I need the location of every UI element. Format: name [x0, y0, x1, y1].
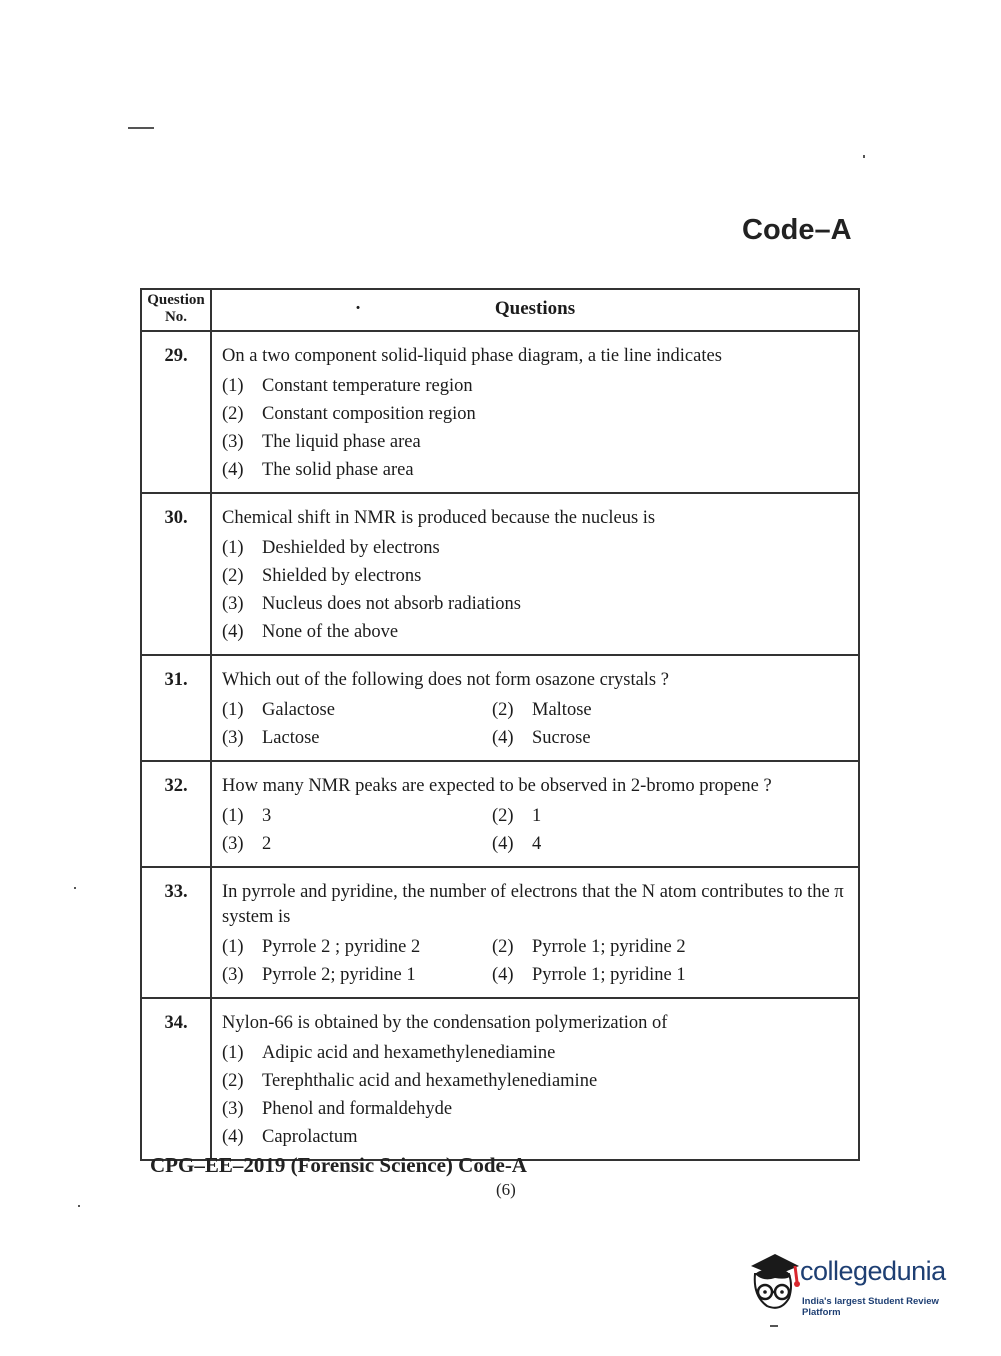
option-text: Lactose	[262, 728, 320, 748]
answer-option	[222, 534, 850, 562]
scan-dot	[863, 155, 865, 158]
option-number: (1)	[222, 538, 244, 558]
question-number: 30.	[141, 493, 211, 655]
answer-option	[222, 428, 850, 456]
column-header-questions	[211, 289, 859, 331]
options-list	[222, 534, 850, 646]
options-list	[222, 802, 850, 858]
table-header-row	[141, 289, 859, 331]
question-number: 34.	[141, 998, 211, 1160]
option-number: (1)	[222, 376, 244, 396]
option-text: Pyrrole 2; pyridine 1	[262, 965, 416, 985]
question-row	[141, 998, 859, 1160]
scan-dot	[78, 1205, 80, 1207]
answer-option	[222, 1123, 850, 1151]
question-number: 33.	[141, 867, 211, 998]
option-number: (3)	[222, 965, 244, 985]
question-row	[141, 867, 859, 998]
answer-option	[222, 618, 850, 646]
brand-tagline: India's largest Student Review Platform	[802, 1296, 939, 1318]
answer-option	[222, 1039, 850, 1067]
option-number: (4)	[492, 834, 514, 854]
header-dot: ·	[354, 298, 362, 319]
option-number: (3)	[222, 594, 244, 614]
option-number: (2)	[222, 1071, 244, 1091]
option-text: Deshielded by electrons	[262, 538, 440, 558]
question-number: 32.	[141, 761, 211, 867]
answer-option	[222, 562, 850, 590]
question-cell	[211, 493, 859, 655]
page-number: (6)	[496, 1180, 516, 1199]
answer-option	[222, 456, 850, 484]
question-text: How many NMR peaks are expected to be observed in 2-bromo propene ?	[222, 776, 772, 796]
options-list	[222, 1039, 850, 1151]
collegedunia-logo	[745, 1252, 975, 1316]
option-number: (2)	[222, 404, 244, 424]
question-cell	[211, 867, 859, 998]
question-number: 29.	[141, 331, 211, 493]
options-list	[222, 696, 850, 752]
option-number: (3)	[222, 834, 244, 854]
option-number: (3)	[222, 1099, 244, 1119]
scan-dot	[770, 1325, 778, 1327]
option-number: (4)	[492, 965, 514, 985]
answer-option	[222, 400, 850, 428]
questions-table	[140, 288, 860, 1161]
answer-option	[222, 1067, 850, 1095]
option-text: Pyrrole 1; pyridine 2	[532, 937, 686, 957]
column-header-number: Question No.	[141, 289, 211, 331]
option-text: 4	[532, 834, 542, 854]
option-number: (1)	[222, 806, 244, 826]
option-text: Caprolactum	[262, 1127, 358, 1147]
answer-option	[492, 961, 850, 989]
option-text: Shielded by electrons	[262, 566, 422, 586]
option-text: Nucleus does not absorb radiations	[262, 594, 521, 614]
question-row	[141, 655, 859, 761]
option-number: (1)	[222, 1043, 244, 1063]
question-text: Chemical shift in NMR is produced because the nucleus is	[222, 508, 656, 528]
answer-option	[222, 802, 492, 830]
option-text: Constant temperature region	[262, 376, 473, 396]
question-row	[141, 493, 859, 655]
option-number: (3)	[222, 728, 244, 748]
paper-code: Code–A	[742, 214, 852, 246]
option-text: 2	[262, 834, 272, 854]
answer-option	[222, 724, 492, 752]
answer-option	[222, 590, 850, 618]
answer-option	[492, 802, 850, 830]
mascot-icon	[745, 1252, 803, 1314]
option-text: 3	[262, 806, 272, 826]
answer-option	[222, 830, 492, 858]
question-text: In pyrrole and pyridine, the number of electrons that the N atom contributes to the π system is	[222, 882, 844, 927]
question-cell	[211, 331, 859, 493]
option-number: (4)	[222, 1127, 244, 1147]
answer-option	[492, 724, 850, 752]
question-text: Nylon-66 is obtained by the condensation polymerization of	[222, 1013, 668, 1033]
question-number: 31.	[141, 655, 211, 761]
options-list	[222, 372, 850, 484]
question-row	[141, 761, 859, 867]
option-text: Adipic acid and hexamethylenediamine	[262, 1043, 556, 1063]
question-text: On a two component solid-liquid phase diagram, a tie line indicates	[222, 346, 722, 366]
option-text: Pyrrole 2 ; pyridine 2	[262, 937, 421, 957]
option-number: (2)	[492, 937, 514, 957]
option-text: Terephthalic acid and hexamethylenediamine	[262, 1071, 598, 1091]
option-text: Sucrose	[532, 728, 591, 748]
answer-option	[222, 961, 492, 989]
exam-footer: CPG–EE–2019 (Forensic Science) Code-A	[150, 1153, 527, 1177]
answer-option	[492, 933, 850, 961]
option-number: (3)	[222, 432, 244, 452]
answer-option	[222, 1095, 850, 1123]
option-number: (4)	[222, 460, 244, 480]
option-text: Phenol and formaldehyde	[262, 1099, 453, 1119]
option-number: (2)	[222, 566, 244, 586]
option-number: (2)	[492, 700, 514, 720]
question-cell	[211, 761, 859, 867]
answer-option	[492, 830, 850, 858]
option-text: 1	[532, 806, 542, 826]
answer-option	[222, 372, 850, 400]
column-header-questions-label: Questions	[494, 298, 576, 319]
option-text: Pyrrole 1; pyridine 1	[532, 965, 686, 985]
questions-body	[141, 331, 859, 1160]
answer-option	[222, 696, 492, 724]
scan-dot	[74, 887, 76, 889]
option-number: (1)	[222, 700, 244, 720]
option-number: (1)	[222, 937, 244, 957]
option-text: The solid phase area	[262, 460, 414, 480]
option-text: The liquid phase area	[262, 432, 421, 452]
option-text: None of the above	[262, 622, 399, 642]
brand-name: collegedunia	[800, 1256, 946, 1286]
option-text: Constant composition region	[262, 404, 476, 424]
option-number: (4)	[492, 728, 514, 748]
option-number: (2)	[492, 806, 514, 826]
option-text: Maltose	[532, 700, 592, 720]
options-list	[222, 933, 850, 989]
answer-option	[492, 696, 850, 724]
scan-mark	[128, 127, 154, 129]
option-text: Galactose	[262, 700, 335, 720]
option-number: (4)	[222, 622, 244, 642]
question-cell	[211, 655, 859, 761]
question-row	[141, 331, 859, 493]
question-text: Which out of the following does not form osazone crystals ?	[222, 670, 669, 690]
answer-option	[222, 933, 492, 961]
question-cell	[211, 998, 859, 1160]
